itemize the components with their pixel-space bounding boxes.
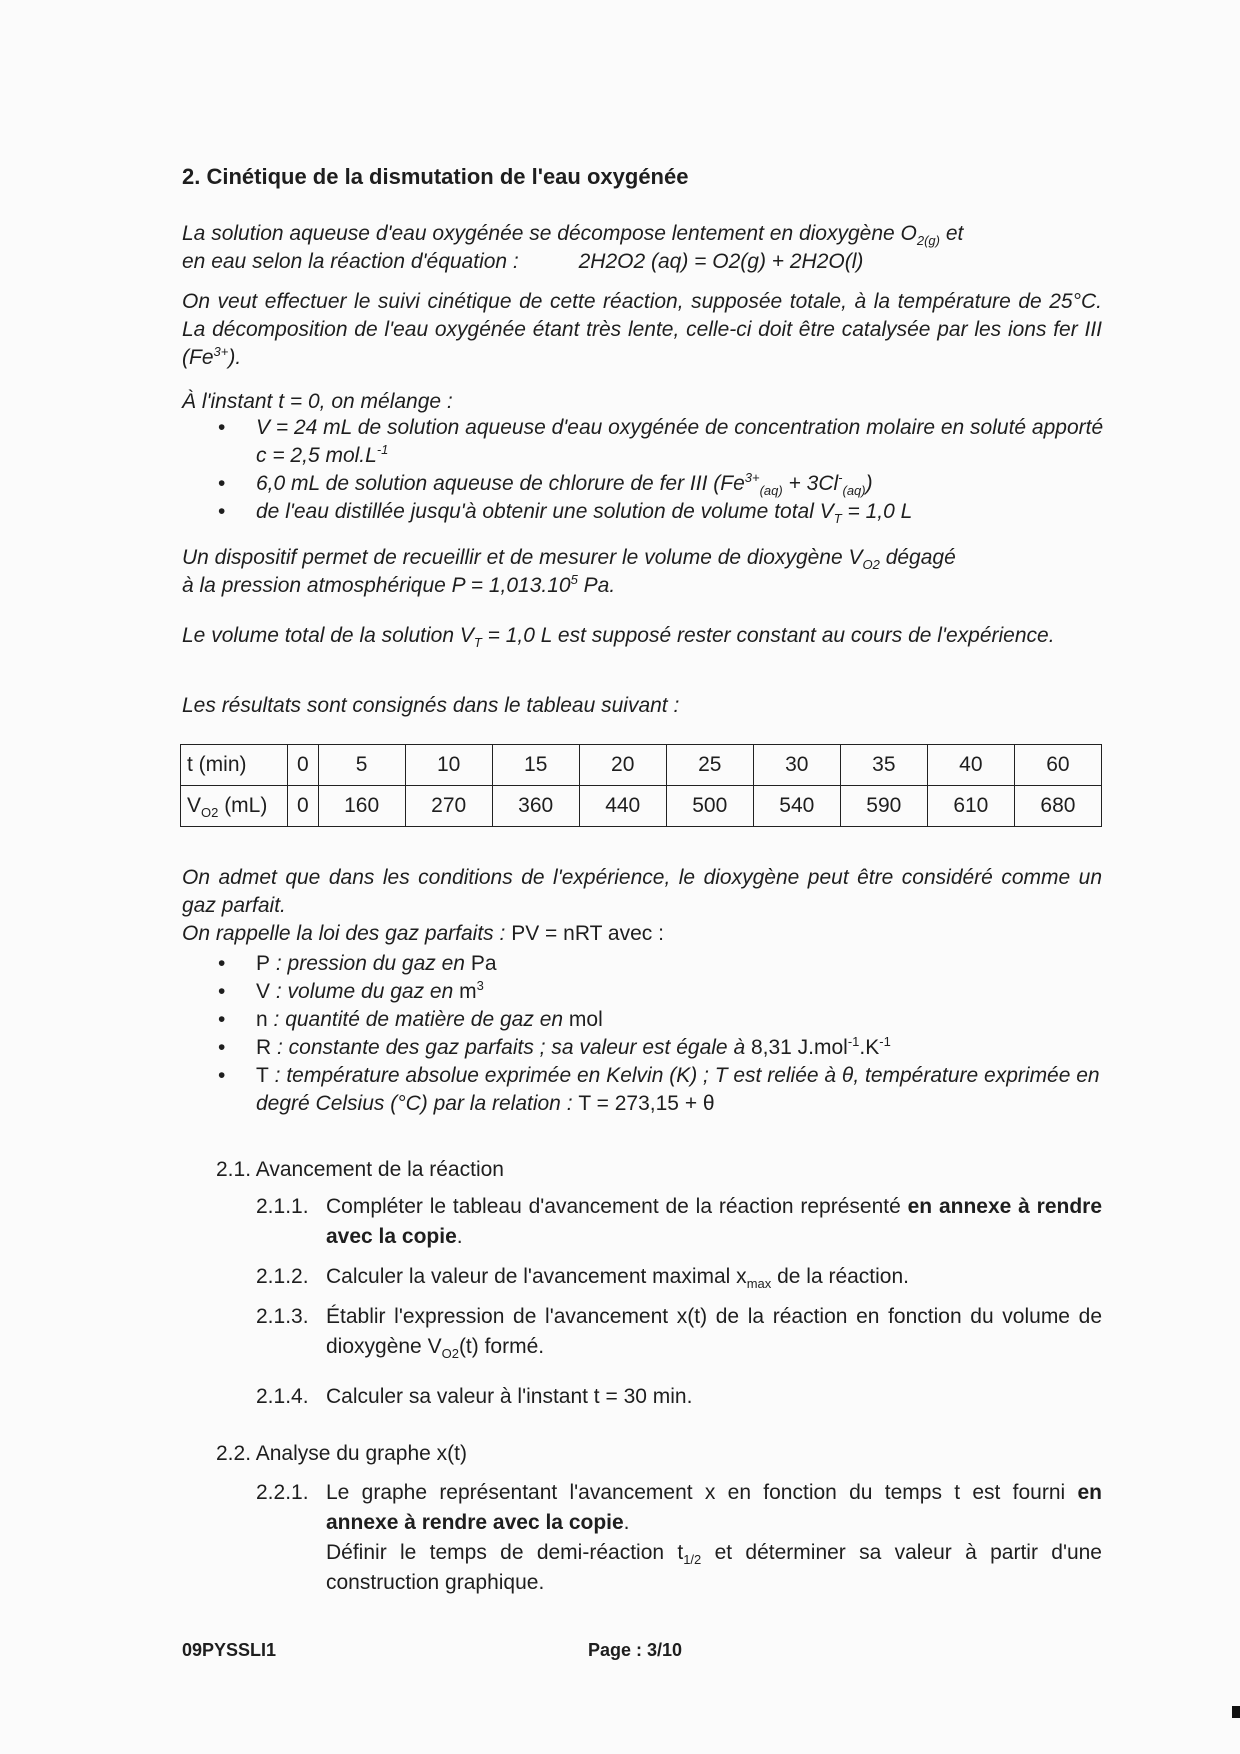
table-cell: 25 <box>666 745 753 786</box>
kinetics-text: On veut effectuer le suivi cinétique de cette réaction, supposée totale, à la température de 25°C. La décomposition de l'eau oxygénée étant très lente, celle-ci doit être catalysée par les ions fer III (Fe <box>182 290 1102 369</box>
unit-sup: -1 <box>879 1034 891 1049</box>
table-cell: 10 <box>405 745 492 786</box>
definition: : température absolue exprimée en Kelvin (K) ; T est reliée à θ, température exprimée en degré Celsius (°C) par la relation : <box>256 1064 1100 1115</box>
table-cell: 5 <box>318 745 405 786</box>
mix-item-sup: 3+ <box>744 470 760 485</box>
question-end: . <box>456 1225 463 1248</box>
question-line2-end: et déterminer sa valeur à partir d'une construction graphique. <box>326 1541 1102 1594</box>
volume-text: Le volume total de la solution V <box>182 624 474 647</box>
question-2-1-3 <box>256 1302 1102 1362</box>
table-header-time: t (min) <box>181 745 288 786</box>
table-cell: 590 <box>840 786 927 827</box>
question-body: Le graphe représentant l'avancement x en fonction du temps t est fourni <box>326 1481 1078 1504</box>
table-cell: 440 <box>579 786 666 827</box>
mix-item-mid: + 3Cl <box>782 472 839 495</box>
gas-law-list <box>218 950 1104 1118</box>
question-text <box>326 1478 1102 1598</box>
intro-end: et <box>940 222 964 245</box>
definition: : pression du gaz en <box>270 952 471 975</box>
question-end: . <box>623 1511 630 1534</box>
gas-law-item <box>218 1062 1104 1118</box>
unit-mid: .K <box>859 1036 880 1059</box>
question-text <box>326 1262 1102 1292</box>
gas-law-formula: PV = nRT avec : <box>505 922 664 945</box>
device-unit: Pa. <box>577 574 616 597</box>
volume-label-sub: O2 <box>201 805 219 821</box>
table-cell: 500 <box>666 786 753 827</box>
results-table <box>180 744 1102 827</box>
volume-sub: T <box>473 635 482 651</box>
mix-item-text: V = 24 mL de solution aqueuse d'eau oxygénée de concentration molaire en soluté apporté c = 2,5 mol.L <box>256 416 1104 467</box>
paragraph-intro <box>182 220 1102 276</box>
gas-law-item <box>218 1034 1104 1062</box>
question-2-2-1 <box>256 1478 1102 1598</box>
unit: 8,31 J.mol <box>750 1036 848 1059</box>
footer-code: 09PYSSLI1 <box>182 1640 277 1660</box>
question-sub: 1/2 <box>683 1552 702 1568</box>
unit-sup: -1 <box>847 1034 860 1049</box>
paragraph-gas-law <box>182 920 1102 948</box>
volume-label: V <box>187 794 202 817</box>
question-sub: max <box>746 1276 772 1292</box>
symbol: P <box>256 952 271 975</box>
table-cell: 610 <box>927 786 1014 827</box>
question-number: 2.1.1. <box>256 1195 309 1218</box>
mix-item-end: ) <box>865 472 873 495</box>
question-text: Calculer sa valeur à l'instant t = 30 min. <box>326 1385 693 1408</box>
paragraph-device <box>182 544 1102 600</box>
symbol: n <box>256 1008 268 1031</box>
table-cell: 15 <box>492 745 579 786</box>
question-emphasis: en annexe à rendre avec la copie <box>326 1195 1102 1248</box>
question-end: de la réaction. <box>771 1265 910 1288</box>
subsection-heading: 2.1. Avancement de la réaction <box>216 1158 504 1181</box>
volume-end: = 1,0 L est supposé rester constant au cours de l'expérience. <box>481 624 1055 647</box>
table-cell: 270 <box>405 786 492 827</box>
definition: : quantité de matière de gaz en <box>267 1008 569 1031</box>
question-sub: O2 <box>441 1346 459 1362</box>
table-header-volume <box>181 786 288 827</box>
device-sub: O2 <box>862 557 880 573</box>
unit: Pa <box>470 952 497 975</box>
table-cell: 0 <box>288 745 319 786</box>
symbol: V <box>256 980 271 1003</box>
device-end: dégagé <box>879 546 956 569</box>
table-cell: 60 <box>1014 745 1101 786</box>
definition: : volume du gaz en <box>270 980 460 1003</box>
device-text: Un dispositif permet de recueillir et de mesurer le volume de dioxygène V <box>182 546 863 569</box>
table-cell: 20 <box>579 745 666 786</box>
paragraph-volume <box>182 622 1102 650</box>
scan-mark <box>1232 1706 1240 1718</box>
mix-item-sub: (aq) <box>842 483 866 499</box>
question-text <box>326 1192 1102 1252</box>
question-number: 2.1.4. <box>256 1385 309 1408</box>
paragraph-kinetics <box>182 288 1102 372</box>
question-body: Calculer la valeur de l'avancement maximal x <box>326 1265 747 1288</box>
reaction-equation: 2H2O2 (aq) = O2(g) + 2H2O(l) <box>578 250 864 273</box>
question-emphasis: en annexe à rendre avec la copie <box>326 1481 1102 1534</box>
table-cell: 30 <box>753 745 840 786</box>
table-cell: 540 <box>753 786 840 827</box>
question-body: Compléter le tableau d'avancement de la réaction représenté <box>326 1195 908 1218</box>
table-cell: 680 <box>1014 786 1101 827</box>
section-heading: 2. Cinétique de la dismutation de l'eau oxygénée <box>182 164 689 189</box>
subsection-heading: 2.2. Analyse du graphe x(t) <box>216 1442 467 1465</box>
kinetics-end: ). <box>228 346 242 369</box>
device-sup: 5 <box>570 572 578 587</box>
gas-law-text: On rappelle la loi des gaz parfaits : <box>182 922 506 945</box>
mix-list <box>218 414 1104 526</box>
mix-item <box>218 498 1104 526</box>
question-number: 2.1.2. <box>256 1265 309 1288</box>
question-end: (t) formé. <box>458 1335 545 1358</box>
paragraph-mix: À l'instant t = 0, on mélange : <box>182 390 453 413</box>
symbol: R <box>256 1036 272 1059</box>
volume-label-unit: (mL) <box>218 794 268 817</box>
mix-item-sup: - <box>838 470 843 485</box>
unit: mol <box>568 1008 603 1031</box>
table-row <box>181 745 1102 786</box>
paragraph-results: Les résultats sont consignés dans le tableau suivant : <box>182 694 680 717</box>
mix-item <box>218 470 1104 498</box>
paragraph-ideal-gas: On admet que dans les conditions de l'expérience, le dioxygène peut être considéré comme un gaz parfait. <box>182 866 1102 917</box>
intro-text: La solution aqueuse d'eau oxygénée se décompose lentement en dioxygène O <box>182 222 917 245</box>
mix-item-end: = 1,0 L <box>841 500 913 523</box>
question-2-1-4 <box>256 1382 1102 1412</box>
mix-item-sup: -1 <box>376 442 389 457</box>
mix-item-sub: (aq) <box>759 483 783 499</box>
question-number: 2.1.3. <box>256 1305 309 1328</box>
gas-law-item <box>218 1006 1104 1034</box>
question-text <box>326 1302 1102 1362</box>
kinetics-sup: 3+ <box>213 344 229 359</box>
unit-sup: 3 <box>476 978 484 993</box>
device-line2: à la pression atmosphérique P = 1,013.10 <box>182 574 571 597</box>
question-2-1-2 <box>256 1262 1102 1292</box>
mix-item-text: 6,0 mL de solution aqueuse de chlorure de fer III (Fe <box>256 472 745 495</box>
table-cell: 35 <box>840 745 927 786</box>
question-2-1-1 <box>256 1192 1102 1252</box>
footer-page-number: Page : 3/10 <box>588 1640 683 1660</box>
question-line2: Définir le temps de demi-réaction t <box>326 1541 684 1564</box>
symbol: T <box>256 1064 269 1087</box>
unit: T = 273,15 + θ <box>578 1092 715 1115</box>
table-cell: 360 <box>492 786 579 827</box>
question-body: Établir l'expression de l'avancement x(t) de la réaction en fonction du volume de dioxygène V <box>326 1305 1102 1358</box>
unit: m <box>459 980 477 1003</box>
table-cell: 40 <box>927 745 1014 786</box>
gas-law-item <box>218 950 1104 978</box>
definition: : constante des gaz parfaits ; sa valeur est égale à <box>271 1036 751 1059</box>
mix-item-sub: T <box>833 511 842 527</box>
mix-item <box>218 414 1104 470</box>
gas-law-item <box>218 978 1104 1006</box>
table-row <box>181 786 1102 827</box>
table-cell: 0 <box>288 786 319 827</box>
intro-line2: en eau selon la réaction d'équation : <box>182 250 519 273</box>
question-number: 2.2.1. <box>256 1481 309 1504</box>
table-cell: 160 <box>318 786 405 827</box>
mix-item-text: de l'eau distillée jusqu'à obtenir une solution de volume total V <box>256 500 834 523</box>
intro-sub: 2(g) <box>916 233 940 249</box>
